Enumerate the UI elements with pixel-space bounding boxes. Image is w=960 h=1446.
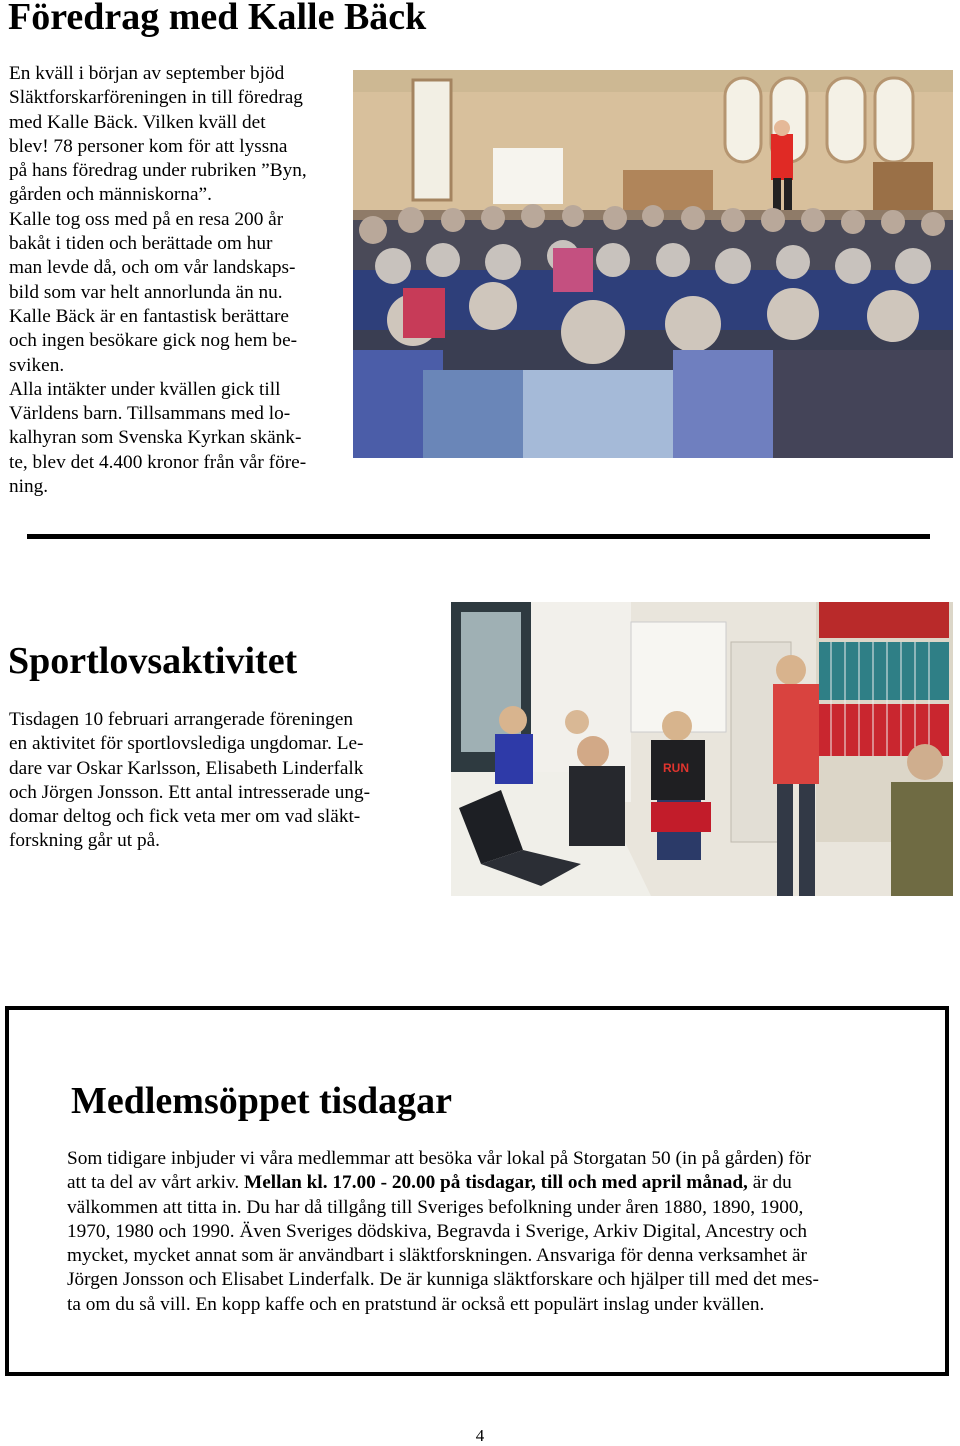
body-line: Tisdagen 10 februari arrangerade föreningen (9, 709, 354, 730)
body-line: och Jörgen Jonsson. Ett antal intresserade ung- (9, 781, 371, 803)
opening-hours-bold: Mellan kl. 17.00 - 20.00 på tisdagar, till och med april månad, (244, 1172, 748, 1194)
body-line: gården och människorna”. (9, 184, 212, 206)
youth-activity-photo (451, 602, 953, 896)
article-body-sportlov (9, 708, 434, 854)
page-number: 4 (475, 1426, 485, 1445)
body-line: Kalle Bäck är en fantastisk berättare (9, 305, 289, 327)
members-open-box (5, 1006, 949, 1376)
body-line: En kväll i början av september bjöd (9, 63, 285, 84)
article-body-foredrag (9, 62, 349, 499)
body-line (67, 1171, 912, 1195)
body-line: bild som var helt annorlunda än nu. (9, 281, 283, 303)
body-line: forskning går ut på. (9, 830, 161, 852)
shirt-text: RUN (663, 761, 689, 775)
body-line: 1970, 1980 och 1990. Även Sveriges dödskiva, Begravda i Sverige, Arkiv Digital, Ancestry och (67, 1220, 808, 1242)
body-line: Kalle tog oss med på en resa 200 år (9, 208, 284, 230)
lecture-audience-photo (353, 70, 953, 458)
body-line: Alla intäkter under kvällen gick till (9, 378, 281, 400)
body-line: dare var Oskar Karlsson, Elisabeth Linderfalk (9, 757, 364, 779)
body-line: man levde då, och om vår landskaps- (9, 257, 296, 279)
article-title-medlemsoppet: Medlemsöppet tisdagar (71, 1080, 453, 1122)
body-line: Släktforskarföreningen in till föredrag (9, 87, 303, 109)
body-line: ning. (9, 476, 49, 498)
body-line: och ingen besökare gick nog hem be- (9, 330, 298, 352)
section-divider (27, 534, 930, 539)
body-line: kalhyran som Svenska Kyrkan skänk- (9, 427, 302, 449)
body-line: blev! 78 personer kom för att lyssna (9, 135, 288, 157)
article-title-foredrag: Föredrag med Kalle Bäck (8, 0, 427, 38)
body-span: att ta del av vårt arkiv. (67, 1172, 245, 1194)
body-line: sviken. (9, 354, 65, 376)
body-line: ta om du så vill. En kopp kaffe och en pratstund är också ett populärt inslag under kvällen. (67, 1293, 765, 1315)
body-line: på hans föredrag under rubriken ”Byn, (9, 160, 307, 182)
body-line: te, blev det 4.400 kronor från vår före- (9, 451, 307, 473)
body-line: välkommen att titta in. Du har då tillgång till Sveriges befolkning under åren 1880, 1890, 1900, (67, 1196, 804, 1218)
body-line: Som tidigare inbjuder vi våra medlemmar att besöka vår lokal på Storgatan 50 (in på gården) för (67, 1148, 811, 1169)
body-line: mycket, mycket annat som är användbart i släktforskningen. Ansvariga för denna verksamhet är (67, 1245, 807, 1267)
body-line: Jörgen Jonsson och Elisabet Linderfalk. De är kunniga släktforskare och hjälper till med det mes- (67, 1269, 819, 1291)
body-span: är du (747, 1172, 792, 1194)
body-line: Världens barn. Tillsammans med lo- (9, 403, 291, 425)
body-line: bakåt i tiden och berättade om hur (9, 233, 273, 255)
article-body-medlemsoppet (67, 1147, 912, 1317)
body-line: domar deltog och fick veta mer om vad släkt- (9, 806, 361, 828)
body-line: med Kalle Bäck. Vilken kväll det (9, 111, 266, 133)
body-line: en aktivitet för sportlovslediga ungdomar. Le- (9, 733, 364, 755)
article-title-sportlov: Sportlovsaktivitet (8, 640, 298, 682)
